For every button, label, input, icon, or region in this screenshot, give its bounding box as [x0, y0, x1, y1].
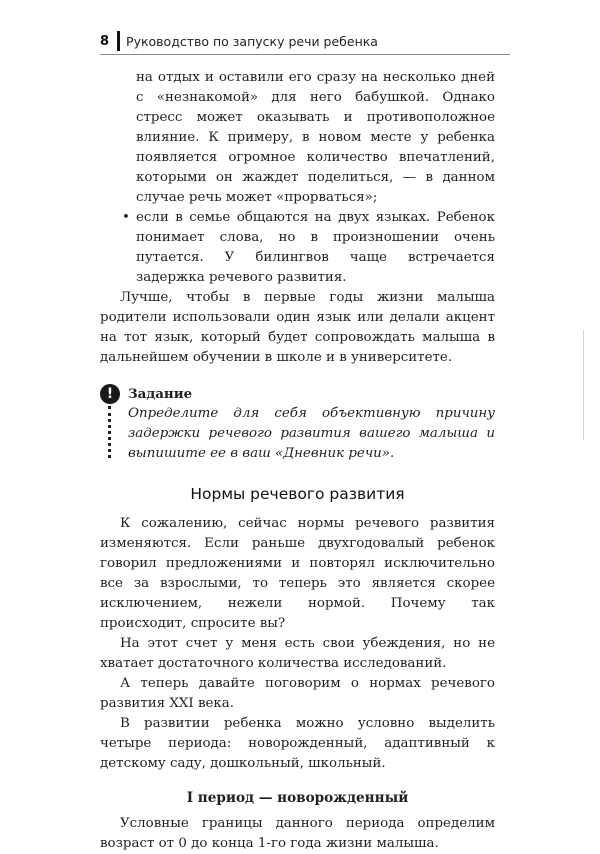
running-title: Руководство по запуску речи ребенка — [126, 33, 378, 49]
body-paragraph: К сожалению, сейчас нормы речевого развития изменяются. Если раньше двухгодовалый ребенок говорил предложениями и повторял исключительно все за взрослыми, то теперь это является скорее исключением, нежели нормой. Почему так происходит, спросите вы? — [100, 516, 495, 631]
subsection-heading: I период — новорожденный — [186, 790, 409, 806]
bullet-item — [100, 208, 495, 288]
body-paragraph: А теперь давайте поговорим о нормах речевого развития XXI века. — [100, 676, 495, 711]
body-paragraph: Лучше, чтобы в первые годы жизни малыша родители использовали один язык или делали акцент на тот язык, который будет сопровождать малыша в дальнейшем обучении в школе и в университете. — [100, 290, 495, 365]
scan-margin-line — [583, 330, 584, 440]
body-paragraph: Условные границы данного периода определим возраст от 0 до конца 1-го года жизни малыша. — [100, 816, 495, 851]
bullet-text: если в семье общаются на двух языках. Ребенок понимает слова, но в произношении очень путается. У билингвов чаще встречается задержка речевого развития. — [136, 210, 495, 285]
body-paragraph: В развитии ребенка можно условно выделить четыре периода: новорожденный, адаптивный к детскому саду, дошкольный, школьный. — [100, 716, 495, 771]
exclamation-icon: ! — [100, 384, 120, 404]
task-text: Определите для себя объективную причину задержки речевого развития вашего малыша и выпишите ее в ваш «Дневник речи». — [128, 406, 495, 461]
bullet-icon: • — [122, 210, 130, 225]
header-divider — [117, 31, 120, 51]
body-paragraph: На этот счет у меня есть свои убеждения, но не хватает достаточного количества исследований. — [100, 636, 495, 671]
header-rule — [100, 54, 510, 55]
page-content — [100, 68, 495, 854]
continued-paragraph: на отдых и оставили его сразу на несколько дней с «незнакомой» для него бабушкой. Однако стресс может оказывать и противоположное влияние. К примеру, в новом месте у ребенка появляется огромное количество впечатлений, которыми он жаждет поделиться, — в данном случае речь может «прорваться»; — [136, 70, 495, 205]
task-box — [100, 384, 495, 464]
task-title: Задание — [128, 386, 193, 402]
page-number: 8 — [100, 33, 110, 49]
page-header — [100, 30, 378, 52]
dotted-line — [108, 406, 111, 458]
section-heading: Нормы речевого развития — [190, 485, 405, 503]
